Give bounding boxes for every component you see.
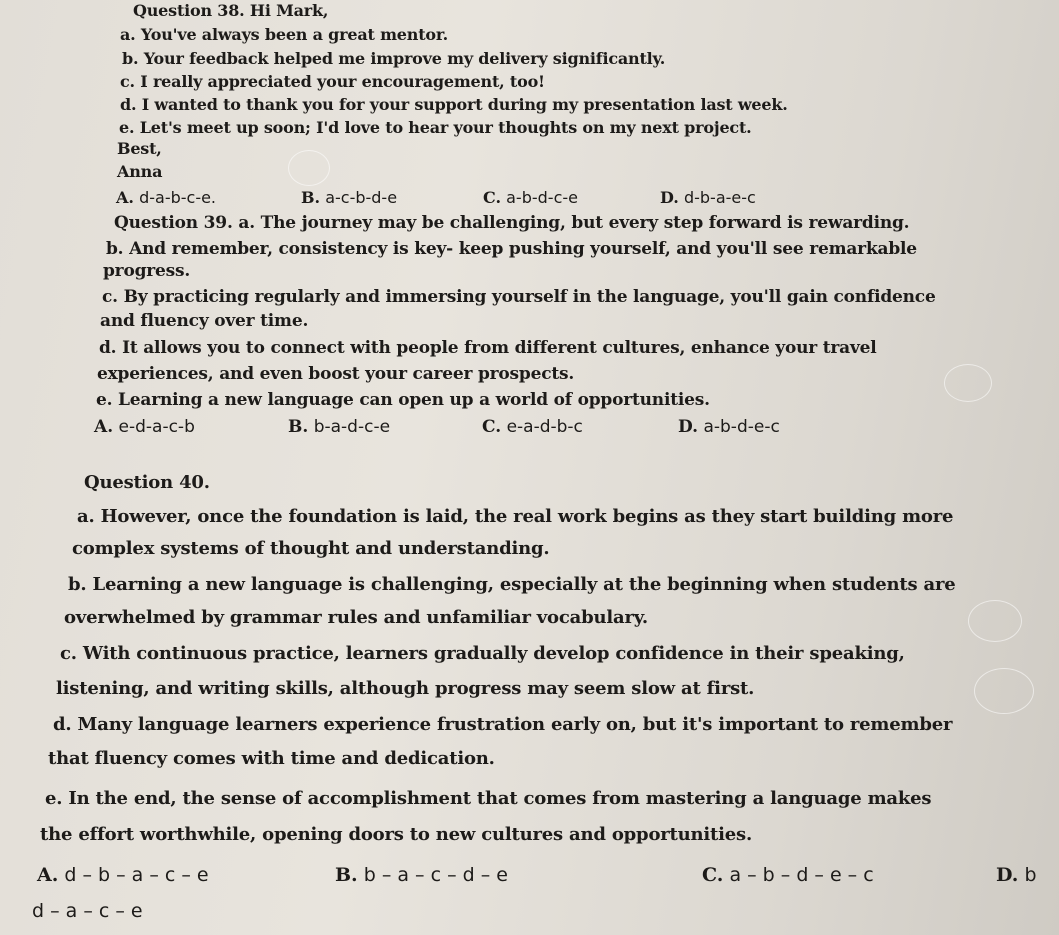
q39-sentence-d: d. It allows you to connect with people from different cultures, enhance your travel [99,338,877,358]
option-letter: C. [702,864,724,886]
option-letter: B. [335,864,358,886]
option-letter: D. [660,188,679,207]
q39-sentence-a: Question 39. a. The journey may be challenging, but every step forward is rewarding. [114,213,910,233]
option-letter: A. [94,417,114,437]
option-value: d – b – a – c – e [64,864,209,886]
q40-option-d-continued [32,900,143,922]
q38-option-d[interactable] [660,188,756,207]
q38-option-a[interactable] [116,188,216,207]
option-value: e-a-d-b-c [506,417,583,437]
show-through-circle [974,668,1034,714]
option-value: a-b-d-c-e [506,188,578,207]
q39-sentence-e: e. Learning a new language can open up a world of opportunities. [96,390,710,410]
q40-sentence-a: a. However, once the foundation is laid, the real work begins as they start building more [77,506,954,527]
q40-option-b[interactable] [335,864,508,886]
q39-option-b[interactable] [288,417,390,437]
option-letter: A. [37,864,59,886]
q38-signature: Anna [117,162,163,181]
q38-option-b[interactable] [301,188,397,207]
show-through-circle [944,364,992,402]
q38-option-c[interactable] [483,188,578,207]
show-through-circle [288,150,330,186]
q40-sentence-d: d. Many language learners experience frustration early on, but it's important to remember [53,714,953,735]
q40-sentence-c: c. With continuous practice, learners gradually develop confidence in their speaking, [60,643,905,664]
q40-option-c[interactable] [702,864,874,886]
q40-sentence-e: e. In the end, the sense of accomplishment that comes from mastering a language makes [45,788,932,809]
q40-sentence-a-cont: complex systems of thought and understanding. [72,538,550,559]
q39-option-a[interactable] [94,417,195,437]
option-value: e-d-a-c-b [118,417,195,437]
q40-option-d[interactable] [996,864,1037,886]
q39-sentence-c-cont: and fluency over time. [100,311,309,331]
option-letter: D. [996,864,1019,886]
option-value: d-b-a-e-c [683,188,756,207]
q40-sentence-c-cont: listening, and writing skills, although progress may seem slow at first. [56,678,755,699]
q40-sentence-b-cont: overwhelmed by grammar rules and unfamiliar vocabulary. [64,607,648,628]
q38-sentence-d: d. I wanted to thank you for your support during my presentation last week. [120,95,788,114]
option-value: d – a – c – e [32,900,143,922]
option-value: b – a – c – d – e [363,864,508,886]
q40-sentence-d-cont: that fluency comes with time and dedication. [48,748,495,769]
option-value: d-a-b-c-e. [139,188,217,207]
q39-sentence-b-cont: progress. [103,261,191,281]
option-letter: B. [288,417,309,437]
q38-sentence-e: e. Let's meet up soon; I'd love to hear your thoughts on my next project. [119,118,752,137]
q39-option-c[interactable] [482,417,583,437]
q40-option-a[interactable] [37,864,209,886]
q39-option-d[interactable] [678,417,780,437]
q38-sentence-b: b. Your feedback helped me improve my delivery significantly. [122,49,666,68]
q38-closing: Best, [117,139,162,158]
option-value: a-c-b-d-e [325,188,398,207]
show-through-circle [968,600,1022,642]
option-letter: B. [301,188,321,207]
option-value: b-a-d-c-e [313,417,391,437]
option-letter: C. [482,417,502,437]
option-letter: C. [483,188,502,207]
option-value: b [1024,864,1037,886]
q38-sentence-c: c. I really appreciated your encouragement, too! [120,72,545,91]
q39-sentence-c: c. By practicing regularly and immersing yourself in the language, you'll gain confidence [102,287,936,307]
option-value: a-b-d-e-c [703,417,780,437]
option-letter: A. [116,188,134,207]
q40-sentence-b: b. Learning a new language is challenging, especially at the beginning when students are [68,574,956,595]
option-value: a – b – d – e – c [729,864,874,886]
q38-title: Question 38. Hi Mark, [133,1,329,20]
q40-sentence-e-cont: the effort worthwhile, opening doors to new cultures and opportunities. [40,824,753,845]
q39-sentence-d-cont: experiences, and even boost your career prospects. [97,364,575,384]
q39-sentence-b: b. And remember, consistency is key- keep pushing yourself, and you'll see remarkable [106,239,917,259]
q40-title: Question 40. [84,472,210,493]
q38-sentence-a: a. You've always been a great mentor. [120,25,448,44]
option-letter: D. [678,417,699,437]
